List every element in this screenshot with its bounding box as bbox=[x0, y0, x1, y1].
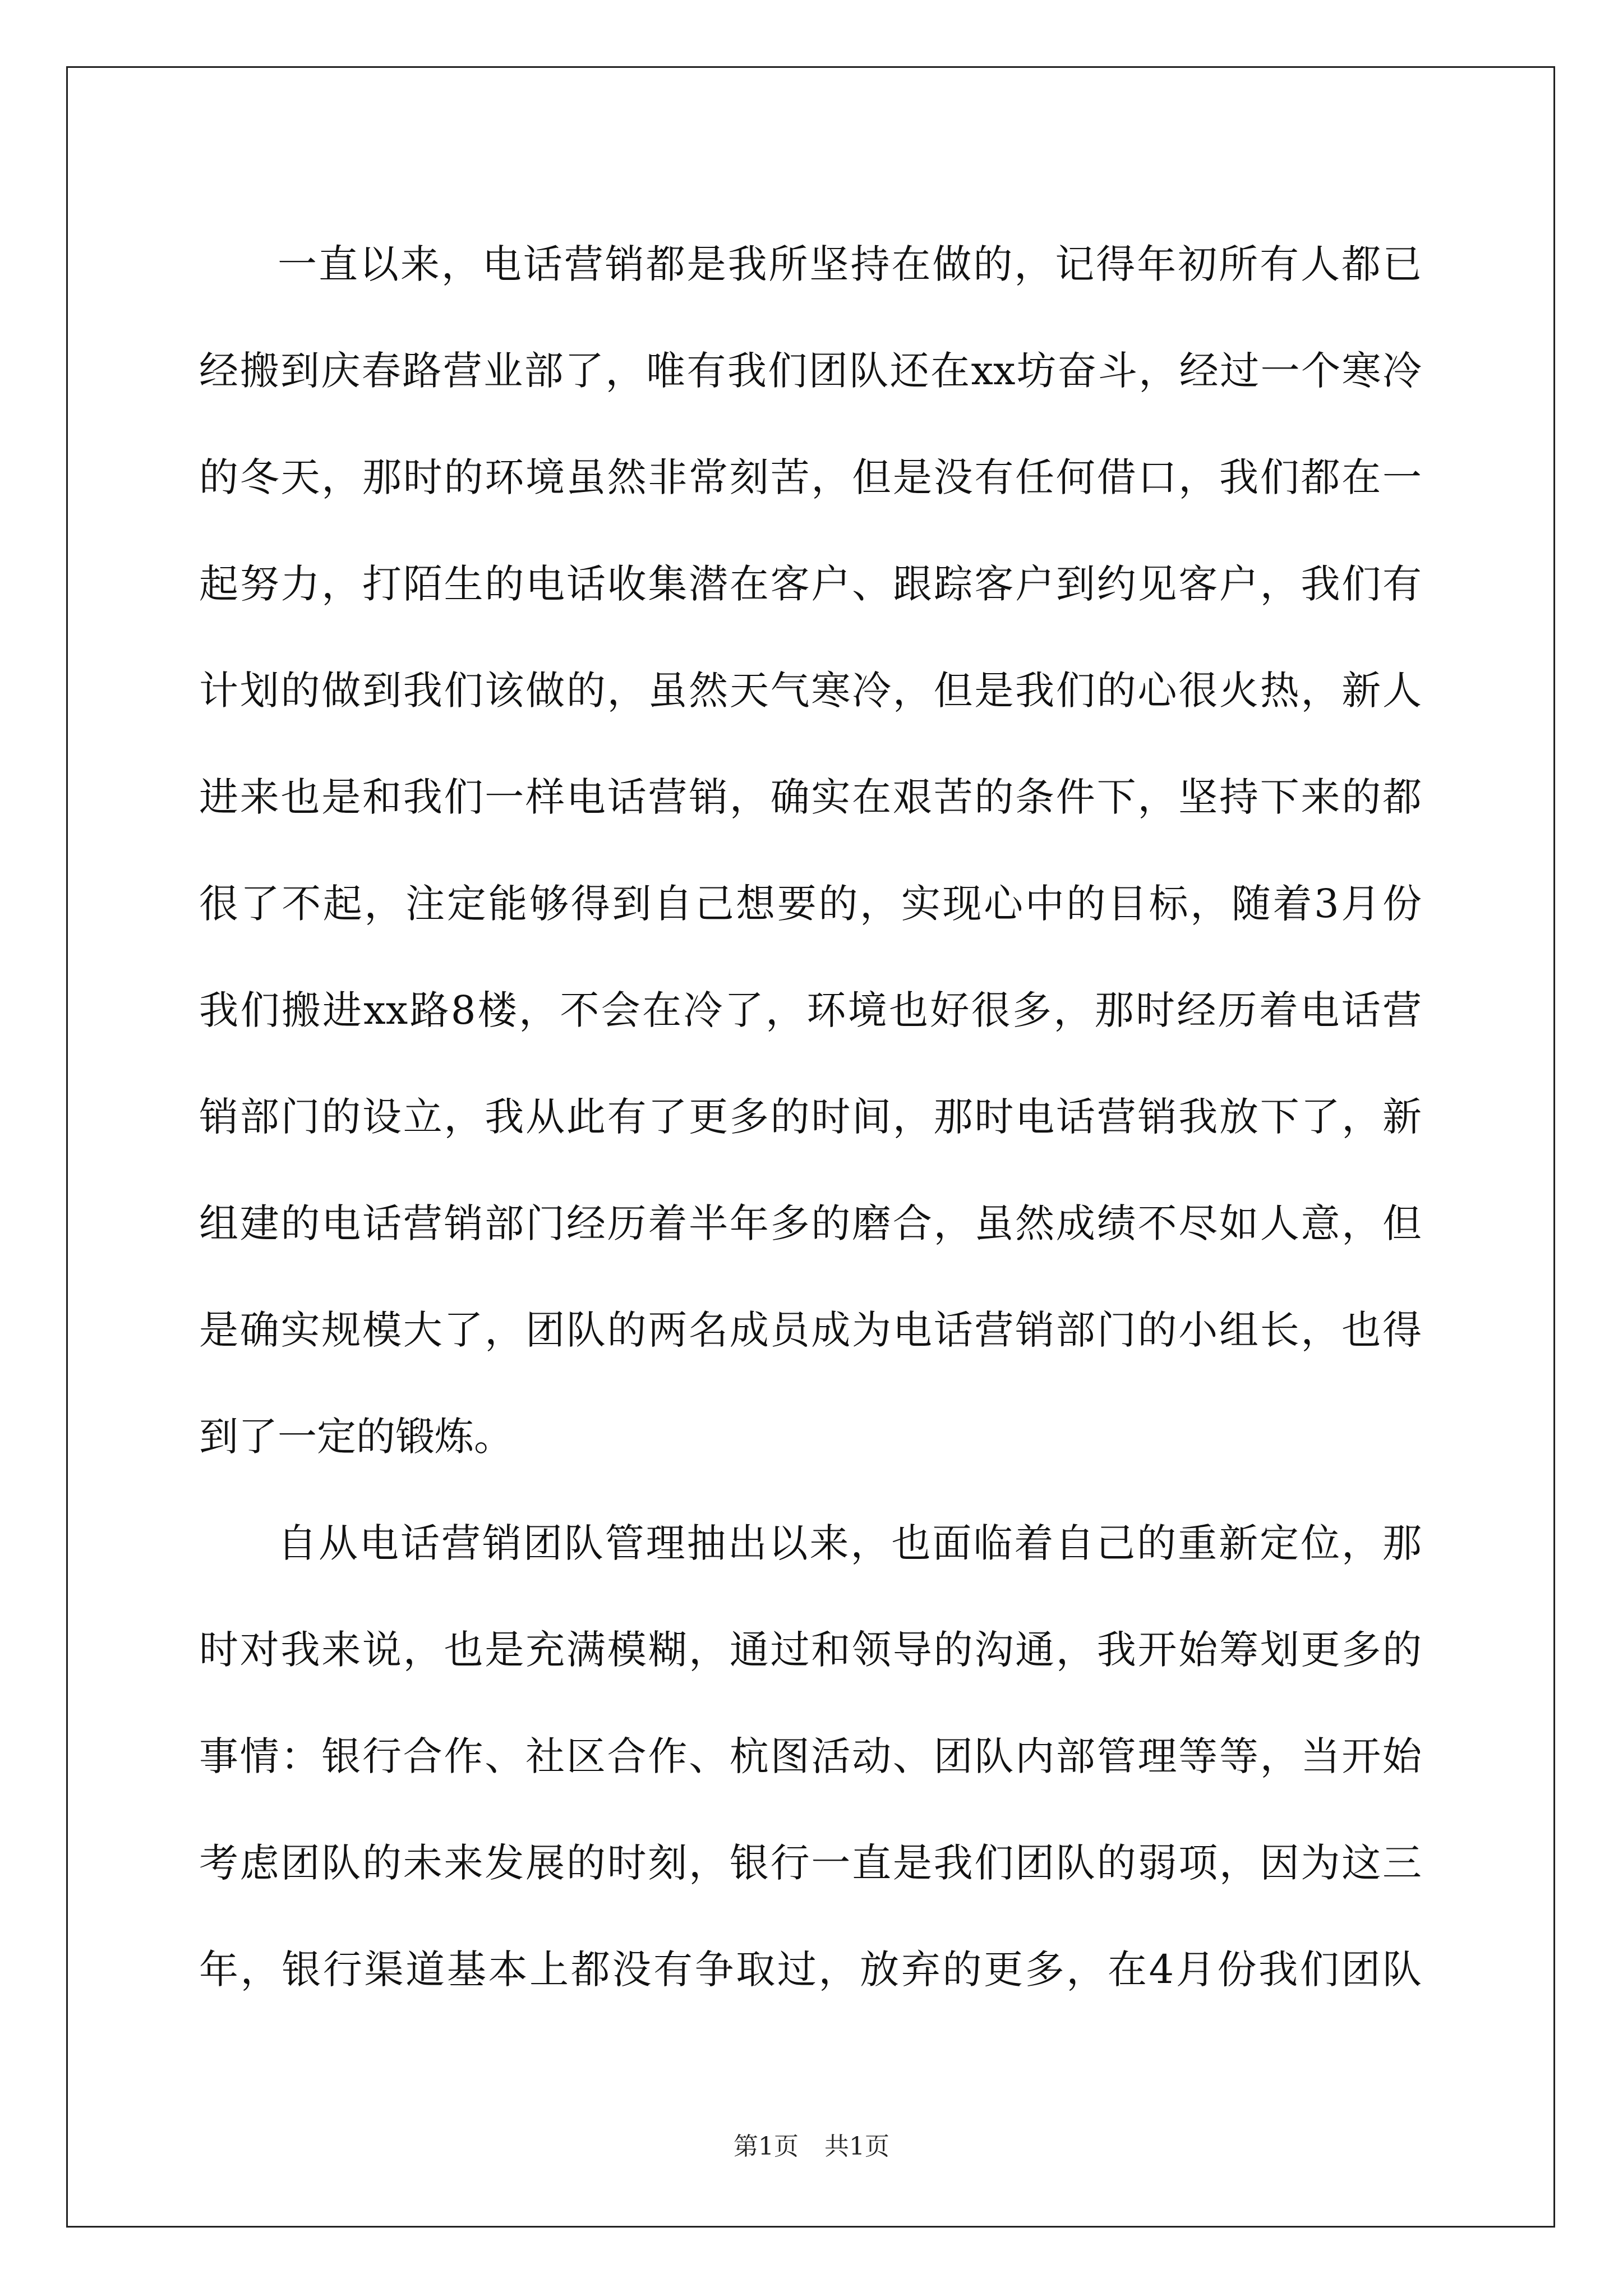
text-line bbox=[199, 740, 1422, 847]
page-total: 共1页 bbox=[824, 2132, 889, 2161]
text-line-content: 进来也是和我们一样电话营销，确实在艰苦的条件下，坚持下来的都 bbox=[199, 774, 1422, 820]
document-body bbox=[199, 208, 1422, 2019]
text-line bbox=[199, 421, 1422, 527]
text-line bbox=[199, 1060, 1422, 1167]
text-line bbox=[199, 1487, 1422, 1593]
text-line-content: 到了一定的锻炼。 bbox=[199, 1413, 513, 1460]
text-line bbox=[199, 1273, 1422, 1380]
text-line-content: 的冬天，那时的环境虽然非常刻苦，但是没有任何借口，我们都在一 bbox=[199, 454, 1422, 500]
text-line bbox=[199, 1167, 1422, 1273]
text-line bbox=[199, 1913, 1422, 2019]
page-number: 第1页 bbox=[734, 2132, 799, 2161]
text-line bbox=[199, 208, 1422, 314]
text-line-content: 我们搬进xx路8楼，不会在冷了，环境也好很多，那时经历着电话营 bbox=[199, 987, 1422, 1033]
text-line-content: 事情：银行合作、社区合作、杭图活动、团队内部管理等等，当开始 bbox=[199, 1733, 1422, 1779]
text-line-content: 考虑团队的未来发展的时刻，银行一直是我们团队的弱项，因为这三 bbox=[199, 1839, 1422, 1886]
text-line-content: 自从电话营销团队管理抽出以来，也面临着自己的重新定位，那 bbox=[278, 1520, 1422, 1566]
text-line bbox=[199, 314, 1422, 421]
text-line bbox=[199, 954, 1422, 1060]
text-line-content: 是确实规模大了，团队的两名成员成为电话营销部门的小组长，也得 bbox=[199, 1306, 1422, 1353]
page-footer bbox=[0, 2126, 1623, 2162]
text-line-content: 组建的电话营销部门经历着半年多的磨合，虽然成绩不尽如人意，但 bbox=[199, 1200, 1422, 1246]
text-line bbox=[199, 634, 1422, 740]
text-line bbox=[199, 527, 1422, 634]
text-line-content: 年，银行渠道基本上都没有争取过，放弃的更多，在4月份我们团队 bbox=[199, 1946, 1422, 1993]
text-line-content: 计划的做到我们该做的，虽然天气寒冷，但是我们的心很火热，新人 bbox=[199, 667, 1422, 714]
text-line bbox=[199, 1806, 1422, 1913]
text-line-content: 销部门的设立，我从此有了更多的时间，那时电话营销我放下了，新 bbox=[199, 1093, 1422, 1140]
text-line-content: 起努力，打陌生的电话收集潜在客户、跟踪客户到约见客户，我们有 bbox=[199, 560, 1422, 607]
text-line-content: 经搬到庆春路营业部了，唯有我们团队还在xx坊奋斗，经过一个寒冷 bbox=[199, 347, 1422, 394]
text-line-content: 一直以来，电话营销都是我所坚持在做的，记得年初所有人都已 bbox=[278, 241, 1422, 287]
text-line-content: 时对我来说，也是充满模糊，通过和领导的沟通，我开始筹划更多的 bbox=[199, 1626, 1422, 1673]
text-line bbox=[199, 1700, 1422, 1806]
text-line bbox=[199, 1380, 1422, 1487]
text-line bbox=[199, 847, 1422, 954]
text-line-content: 很了不起，注定能够得到自己想要的，实现心中的目标，随着3月份 bbox=[199, 880, 1422, 927]
text-line bbox=[199, 1593, 1422, 1700]
